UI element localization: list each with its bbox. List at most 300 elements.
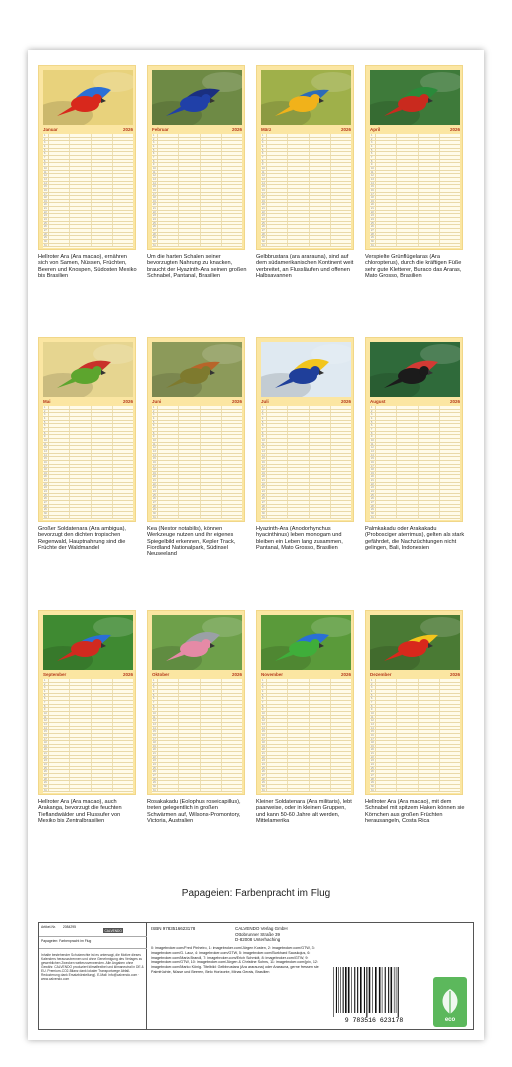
planner-cell: [419, 174, 440, 177]
parrot-photo: [261, 615, 351, 670]
planner-cell: [222, 443, 242, 446]
planner-cell: [288, 160, 309, 163]
planner-cell: [70, 424, 91, 427]
planner-cell: [267, 185, 288, 188]
planner-cell: [113, 516, 133, 519]
month-card: [365, 65, 463, 250]
planner-cell: [70, 225, 91, 228]
planner-cell: [419, 225, 440, 228]
planner-cell: [92, 189, 113, 192]
day-grid: [152, 679, 242, 793]
planner-cell: [440, 475, 460, 478]
planner-cell: [222, 229, 242, 232]
planner-cell: [376, 789, 397, 792]
planner-cell: [158, 738, 179, 741]
month-caption: Verspielte Grünflügelaras (Ara chloropterus), durch die kräftigen Füße sehr gute Kletterer, Buraco das Araras, Mato Grosso, Brasilien: [365, 254, 462, 279]
day-number: 11: [370, 716, 376, 719]
planner-cell: [201, 174, 222, 177]
planner-cell: [201, 244, 222, 247]
planner-cell: [376, 716, 397, 719]
day-number: 23: [370, 759, 376, 762]
day-number: 20: [43, 748, 49, 751]
planner-cell: [376, 222, 397, 225]
planner-cell: [49, 200, 70, 203]
planner-cell: [440, 428, 460, 431]
planner-cell: [397, 690, 418, 693]
planner-cell: [376, 229, 397, 232]
planner-cell: [376, 694, 397, 697]
planner-cell: [92, 424, 113, 427]
day-number: 22: [152, 211, 158, 214]
day-number: 6: [261, 424, 267, 427]
day-number: 18: [261, 468, 267, 471]
day-number: 23: [370, 486, 376, 489]
planner-cell: [201, 178, 222, 181]
planner-cell: [310, 417, 331, 420]
planner-cell: [376, 454, 397, 457]
planner-cell: [70, 763, 91, 766]
planner-cell: [70, 413, 91, 416]
planner-cell: [440, 774, 460, 777]
month-name: Dezember: [370, 672, 392, 677]
planner-cell: [70, 719, 91, 722]
planner-cell: [158, 185, 179, 188]
planner-cell: [179, 708, 200, 711]
planner-cell: [376, 697, 397, 700]
day-number: 11: [43, 171, 49, 174]
planner-cell: [267, 468, 288, 471]
day-number: 24: [261, 218, 267, 221]
month-year: 2026: [231, 399, 242, 404]
planner-cell: [179, 152, 200, 155]
day-number: 13: [152, 723, 158, 726]
planner-cell: [113, 690, 133, 693]
planner-cell: [222, 200, 242, 203]
day-number: 9: [370, 435, 376, 438]
planner-cell: [201, 446, 222, 449]
planner-cell: [158, 203, 179, 206]
day-number: 15: [43, 185, 49, 188]
planner-cell: [179, 178, 200, 181]
planner-cell: [70, 465, 91, 468]
planner-cell: [376, 497, 397, 500]
planner-cell: [70, 222, 91, 225]
planner-cell: [179, 229, 200, 232]
planner-cell: [179, 679, 200, 682]
planner-cell: [376, 727, 397, 730]
barcode-bar: [343, 967, 344, 1013]
planner-cell: [376, 435, 397, 438]
barcode-bar: [357, 967, 358, 1013]
planner-cell: [267, 719, 288, 722]
planner-cell: [70, 472, 91, 475]
planner-cell: [158, 727, 179, 730]
day-number: 8: [43, 160, 49, 163]
planner-cell: [201, 778, 222, 781]
planner-cell: [179, 512, 200, 515]
planner-cell: [222, 759, 242, 762]
planner-cell: [310, 450, 331, 453]
planner-cell: [113, 138, 133, 141]
planner-cell: [419, 785, 440, 788]
day-number: 30: [43, 512, 49, 515]
planner-cell: [376, 763, 397, 766]
planner-cell: [222, 748, 242, 751]
day-number: 1: [43, 134, 49, 137]
day-number: 29: [43, 236, 49, 239]
planner-cell: [49, 141, 70, 144]
planner-cell: [113, 410, 133, 413]
planner-cell: [70, 741, 91, 744]
planner-cell: [288, 138, 309, 141]
planner-cell: [376, 174, 397, 177]
planner-cell: [222, 214, 242, 217]
month-year: 2026: [122, 399, 133, 404]
planner-cell: [440, 508, 460, 511]
planner-cell: [419, 454, 440, 457]
planner-cell: [267, 697, 288, 700]
planner-cell: [113, 745, 133, 748]
day-number: 20: [152, 748, 158, 751]
planner-cell: [440, 716, 460, 719]
planner-cell: [440, 145, 460, 148]
planner-cell: [179, 200, 200, 203]
planner-cell: [201, 439, 222, 442]
planner-cell: [419, 781, 440, 784]
planner-cell: [419, 759, 440, 762]
planner-cell: [113, 167, 133, 170]
planner-cell: [397, 508, 418, 511]
planner-cell: [419, 752, 440, 755]
planner-cell: [331, 694, 351, 697]
planner-cell: [201, 185, 222, 188]
planner-cell: [70, 432, 91, 435]
planner-cell: [419, 432, 440, 435]
planner-cell: [201, 505, 222, 508]
planner-cell: [440, 785, 460, 788]
planner-cell: [288, 712, 309, 715]
day-number: 20: [370, 748, 376, 751]
planner-cell: [267, 149, 288, 152]
planner-cell: [179, 719, 200, 722]
day-number: 15: [152, 185, 158, 188]
planner-cell: [179, 421, 200, 424]
planner-cell: [70, 734, 91, 737]
planner-cell: [92, 694, 113, 697]
planner-cell: [49, 229, 70, 232]
planner-cell: [440, 244, 460, 247]
planner-cell: [397, 479, 418, 482]
planner-cell: [440, 712, 460, 715]
planner-cell: [397, 494, 418, 497]
planner-cell: [70, 200, 91, 203]
day-number: 8: [261, 705, 267, 708]
planner-cell: [158, 785, 179, 788]
planner-cell: [267, 497, 288, 500]
planner-cell: [288, 233, 309, 236]
month-year: 2026: [340, 399, 351, 404]
day-number: 13: [261, 723, 267, 726]
planner-cell: [158, 207, 179, 210]
planner-cell: [158, 152, 179, 155]
planner-cell: [440, 697, 460, 700]
planner-cell: [158, 200, 179, 203]
planner-cell: [49, 486, 70, 489]
planner-cell: [49, 694, 70, 697]
day-number: 31: [43, 516, 49, 519]
barcode-bar: [372, 967, 373, 1013]
day-number: 4: [43, 417, 49, 420]
planner-cell: [201, 501, 222, 504]
day-number: 2: [370, 138, 376, 141]
planner-cell: [397, 781, 418, 784]
planner-cell: [70, 214, 91, 217]
planner-cell: [201, 145, 222, 148]
day-row: [152, 789, 242, 793]
planner-cell: [419, 240, 440, 243]
planner-cell: [376, 701, 397, 704]
planner-cell: [70, 138, 91, 141]
planner-cell: [201, 149, 222, 152]
planner-cell: [419, 505, 440, 508]
planner-cell: [419, 152, 440, 155]
planner-cell: [222, 683, 242, 686]
planner-cell: [49, 716, 70, 719]
planner-cell: [440, 486, 460, 489]
planner-cell: [397, 163, 418, 166]
planner-cell: [158, 450, 179, 453]
planner-cell: [201, 774, 222, 777]
planner-cell: [376, 719, 397, 722]
planner-cell: [288, 694, 309, 697]
planner-cell: [419, 222, 440, 225]
planner-cell: [376, 734, 397, 737]
planner-cell: [92, 465, 113, 468]
planner-cell: [70, 461, 91, 464]
planner-cell: [49, 178, 70, 181]
planner-cell: [49, 690, 70, 693]
planner-cell: [70, 240, 91, 243]
planner-cell: [158, 421, 179, 424]
day-number: 2: [261, 683, 267, 686]
planner-cell: [92, 701, 113, 704]
planner-cell: [419, 705, 440, 708]
planner-cell: [310, 141, 331, 144]
planner-cell: [49, 770, 70, 773]
planner-cell: [201, 508, 222, 511]
planner-cell: [331, 745, 351, 748]
planner-cell: [49, 734, 70, 737]
planner-cell: [113, 185, 133, 188]
planner-cell: [440, 686, 460, 689]
planner-cell: [288, 182, 309, 185]
barcode-bar: [340, 967, 341, 1013]
planner-cell: [179, 789, 200, 792]
day-number: 6: [261, 152, 267, 155]
planner-cell: [288, 708, 309, 711]
day-grid: [43, 134, 133, 248]
planner-cell: [397, 770, 418, 773]
planner-cell: [222, 203, 242, 206]
planner-cell: [376, 244, 397, 247]
day-number: 27: [261, 501, 267, 504]
planner-cell: [440, 160, 460, 163]
planner-cell: [376, 167, 397, 170]
planner-cell: [288, 240, 309, 243]
planner-cell: [288, 406, 309, 409]
planner-cell: [70, 686, 91, 689]
day-number: 24: [43, 763, 49, 766]
planner-cell: [49, 410, 70, 413]
day-number: 16: [370, 734, 376, 737]
planner-cell: [419, 472, 440, 475]
planner-cell: [92, 196, 113, 199]
day-number: 30: [261, 512, 267, 515]
planner-cell: [113, 781, 133, 784]
planner-cell: [267, 679, 288, 682]
planner-cell: [310, 505, 331, 508]
day-grid: [261, 134, 351, 248]
planner-cell: [222, 730, 242, 733]
day-number: 22: [261, 483, 267, 486]
month-card: [256, 610, 354, 795]
planner-cell: [201, 705, 222, 708]
planner-cell: [397, 138, 418, 141]
planner-cell: [419, 767, 440, 770]
planner-cell: [92, 679, 113, 682]
planner-cell: [179, 694, 200, 697]
planner-cell: [70, 218, 91, 221]
day-number: 26: [370, 497, 376, 500]
day-number: 22: [152, 756, 158, 759]
planner-cell: [70, 443, 91, 446]
planner-cell: [267, 446, 288, 449]
day-number: 16: [43, 734, 49, 737]
planner-cell: [201, 182, 222, 185]
day-number: 8: [261, 432, 267, 435]
planner-cell: [201, 497, 222, 500]
planner-cell: [288, 752, 309, 755]
planner-cell: [397, 752, 418, 755]
planner-cell: [288, 472, 309, 475]
planner-cell: [310, 167, 331, 170]
planner-cell: [440, 705, 460, 708]
planner-cell: [397, 200, 418, 203]
planner-cell: [288, 435, 309, 438]
planner-cell: [70, 723, 91, 726]
planner-cell: [92, 778, 113, 781]
planner-cell: [288, 730, 309, 733]
planner-cell: [331, 716, 351, 719]
planner-cell: [331, 435, 351, 438]
planner-cell: [158, 410, 179, 413]
planner-cell: [310, 461, 331, 464]
planner-cell: [179, 207, 200, 210]
planner-cell: [113, 424, 133, 427]
planner-cell: [267, 171, 288, 174]
planner-cell: [376, 214, 397, 217]
planner-cell: [49, 785, 70, 788]
day-number: 12: [370, 719, 376, 722]
planner-cell: [49, 439, 70, 442]
planner-cell: [201, 697, 222, 700]
planner-cell: [222, 490, 242, 493]
planner-cell: [49, 435, 70, 438]
planner-cell: [310, 211, 331, 214]
planner-cell: [440, 211, 460, 214]
planner-cell: [376, 240, 397, 243]
planner-cell: [288, 781, 309, 784]
planner-cell: [331, 756, 351, 759]
planner-cell: [70, 789, 91, 792]
planner-cell: [376, 218, 397, 221]
planner-cell: [376, 501, 397, 504]
planner-cell: [179, 428, 200, 431]
planner-cell: [267, 222, 288, 225]
planner-cell: [222, 171, 242, 174]
planner-cell: [419, 138, 440, 141]
planner-cell: [113, 683, 133, 686]
planner-cell: [92, 479, 113, 482]
planner-cell: [397, 683, 418, 686]
planner-cell: [70, 454, 91, 457]
day-number: 15: [152, 730, 158, 733]
day-number: 19: [43, 200, 49, 203]
planner-cell: [288, 439, 309, 442]
planner-cell: [179, 214, 200, 217]
day-number: 23: [370, 214, 376, 217]
month-name: Mai: [43, 399, 51, 404]
planner-cell: [113, 686, 133, 689]
planner-cell: [179, 450, 200, 453]
day-number: 28: [370, 778, 376, 781]
month-caption: Hyazinth-Ara (Anodorhynchus hyacinthinus) leben monogam und bleiben ein Leben lang zusammen, Pantanal, Mato Grosso, Brasilien: [256, 526, 343, 551]
planner-cell: [397, 475, 418, 478]
planner-cell: [288, 417, 309, 420]
planner-cell: [49, 468, 70, 471]
planner-cell: [267, 789, 288, 792]
planner-cell: [397, 167, 418, 170]
planner-cell: [267, 763, 288, 766]
planner-cell: [288, 421, 309, 424]
day-number: 16: [370, 461, 376, 464]
planner-cell: [201, 163, 222, 166]
planner-cell: [331, 723, 351, 726]
day-number: 10: [261, 167, 267, 170]
day-number: 11: [261, 443, 267, 446]
planner-cell: [376, 756, 397, 759]
planner-cell: [376, 207, 397, 210]
planner-cell: [113, 233, 133, 236]
planner-cell: [267, 727, 288, 730]
planner-cell: [70, 193, 91, 196]
planner-cell: [267, 413, 288, 416]
planner-cell: [201, 152, 222, 155]
planner-cell: [288, 174, 309, 177]
planner-cell: [222, 679, 242, 682]
day-number: 9: [152, 163, 158, 166]
day-number: 26: [370, 770, 376, 773]
planner-cell: [113, 734, 133, 737]
day-number: 15: [152, 457, 158, 460]
planner-cell: [288, 770, 309, 773]
planner-cell: [158, 167, 179, 170]
month-header: [261, 672, 351, 678]
planner-cell: [158, 454, 179, 457]
day-number: 30: [152, 512, 158, 515]
planner-cell: [376, 516, 397, 519]
day-number: 23: [43, 759, 49, 762]
